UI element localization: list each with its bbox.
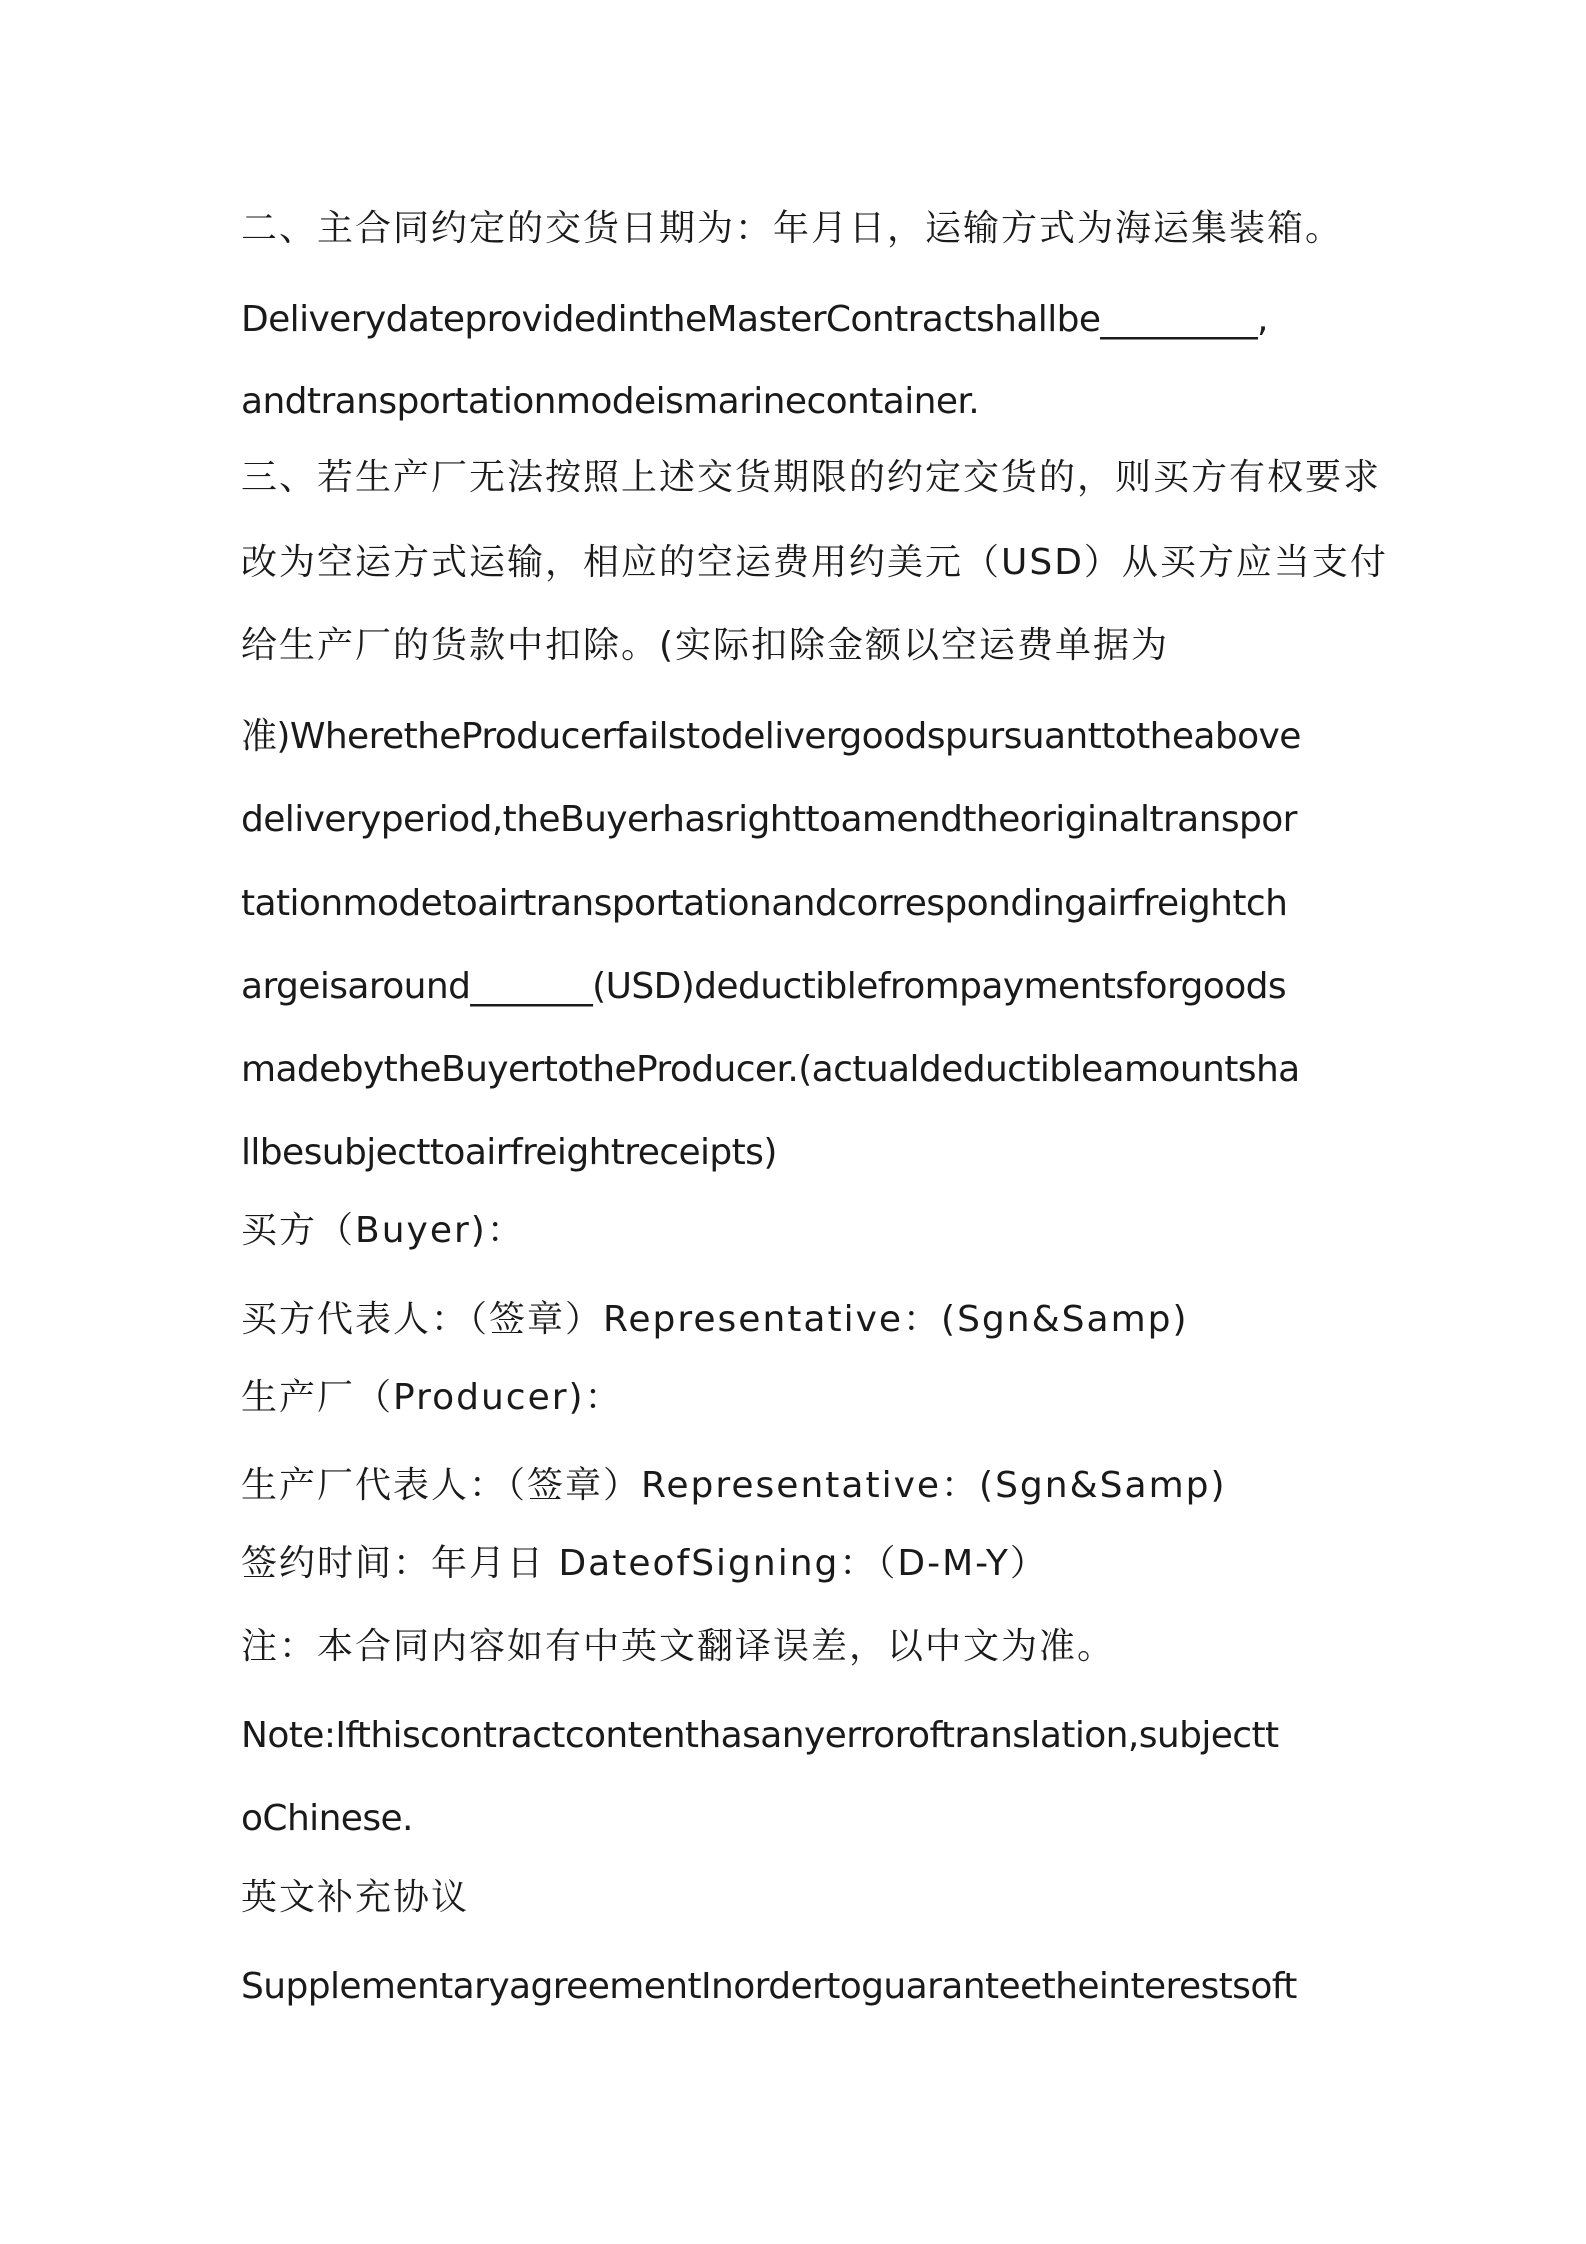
clause-3-english-line-3: tationmodetoairtransportationandcorrespondingairfreightch (241, 883, 1288, 924)
signing-date: 签约时间：年月日 DateofSigning：（D-M-Y） (241, 1543, 1048, 1584)
clause-3-chinese-line-2: 改为空运方式运输，相应的空运费用约美元（USD）从买方应当支付 (241, 542, 1388, 583)
clause-3-english-line-6: llbesubjecttoairfreightreceipts) (241, 1132, 777, 1173)
clause-2-english-line-2: andtransportationmodeismarinecontainer. (241, 381, 980, 422)
clause-3-english-line-1: 准)WheretheProducerfailstodelivergoodspursuanttotheabove (241, 716, 1301, 757)
producer-representative: 生产厂代表人：（签章）Representative：(Sgn&Samp) (241, 1465, 1227, 1506)
note-english-line-2: oChinese. (241, 1798, 413, 1839)
supplementary-heading: 英文补充协议 (241, 1877, 470, 1918)
clause-2-chinese: 二、主合同约定的交货日期为：年月日，运输方式为海运集装箱。 (241, 208, 1344, 249)
clause-3-chinese-line-1: 三、若生产厂无法按照上述交货期限的约定交货的，则买方有权要求 (241, 457, 1382, 498)
buyer-representative: 买方代表人：（签章）Representative：(Sgn&Samp) (241, 1299, 1189, 1340)
clause-3-english-line-2: deliveryperiod,theBuyerhasrighttoamendtheoriginaltranspor (241, 799, 1297, 840)
clause-3-chinese-line-3: 给生产厂的货款中扣除。(实际扣除金额以空运费单据为 (241, 625, 1170, 666)
note-chinese: 注：本合同内容如有中英文翻译误差，以中文为准。 (241, 1626, 1116, 1667)
clause-3-english-line-5: madebytheBuyertotheProducer.(actualdeductibleamountsha (241, 1049, 1300, 1090)
producer-label: 生产厂（Producer)： (241, 1377, 623, 1418)
supplementary-english-line-1: SupplementaryagreementInordertoguaranteetheinterestsoft (241, 1966, 1297, 2007)
note-english-line-1: Note:Ifthiscontractcontenthasanyerroroftranslation,subjectt (241, 1715, 1279, 1756)
clause-3-english-line-4: argeisaround_______(USD)deductiblefrompaymentsforgoods (241, 966, 1287, 1007)
buyer-label: 买方（Buyer)： (241, 1210, 525, 1251)
clause-2-english-line-1: DeliverydateprovidedintheMasterContractshallbe_________, (241, 299, 1268, 340)
